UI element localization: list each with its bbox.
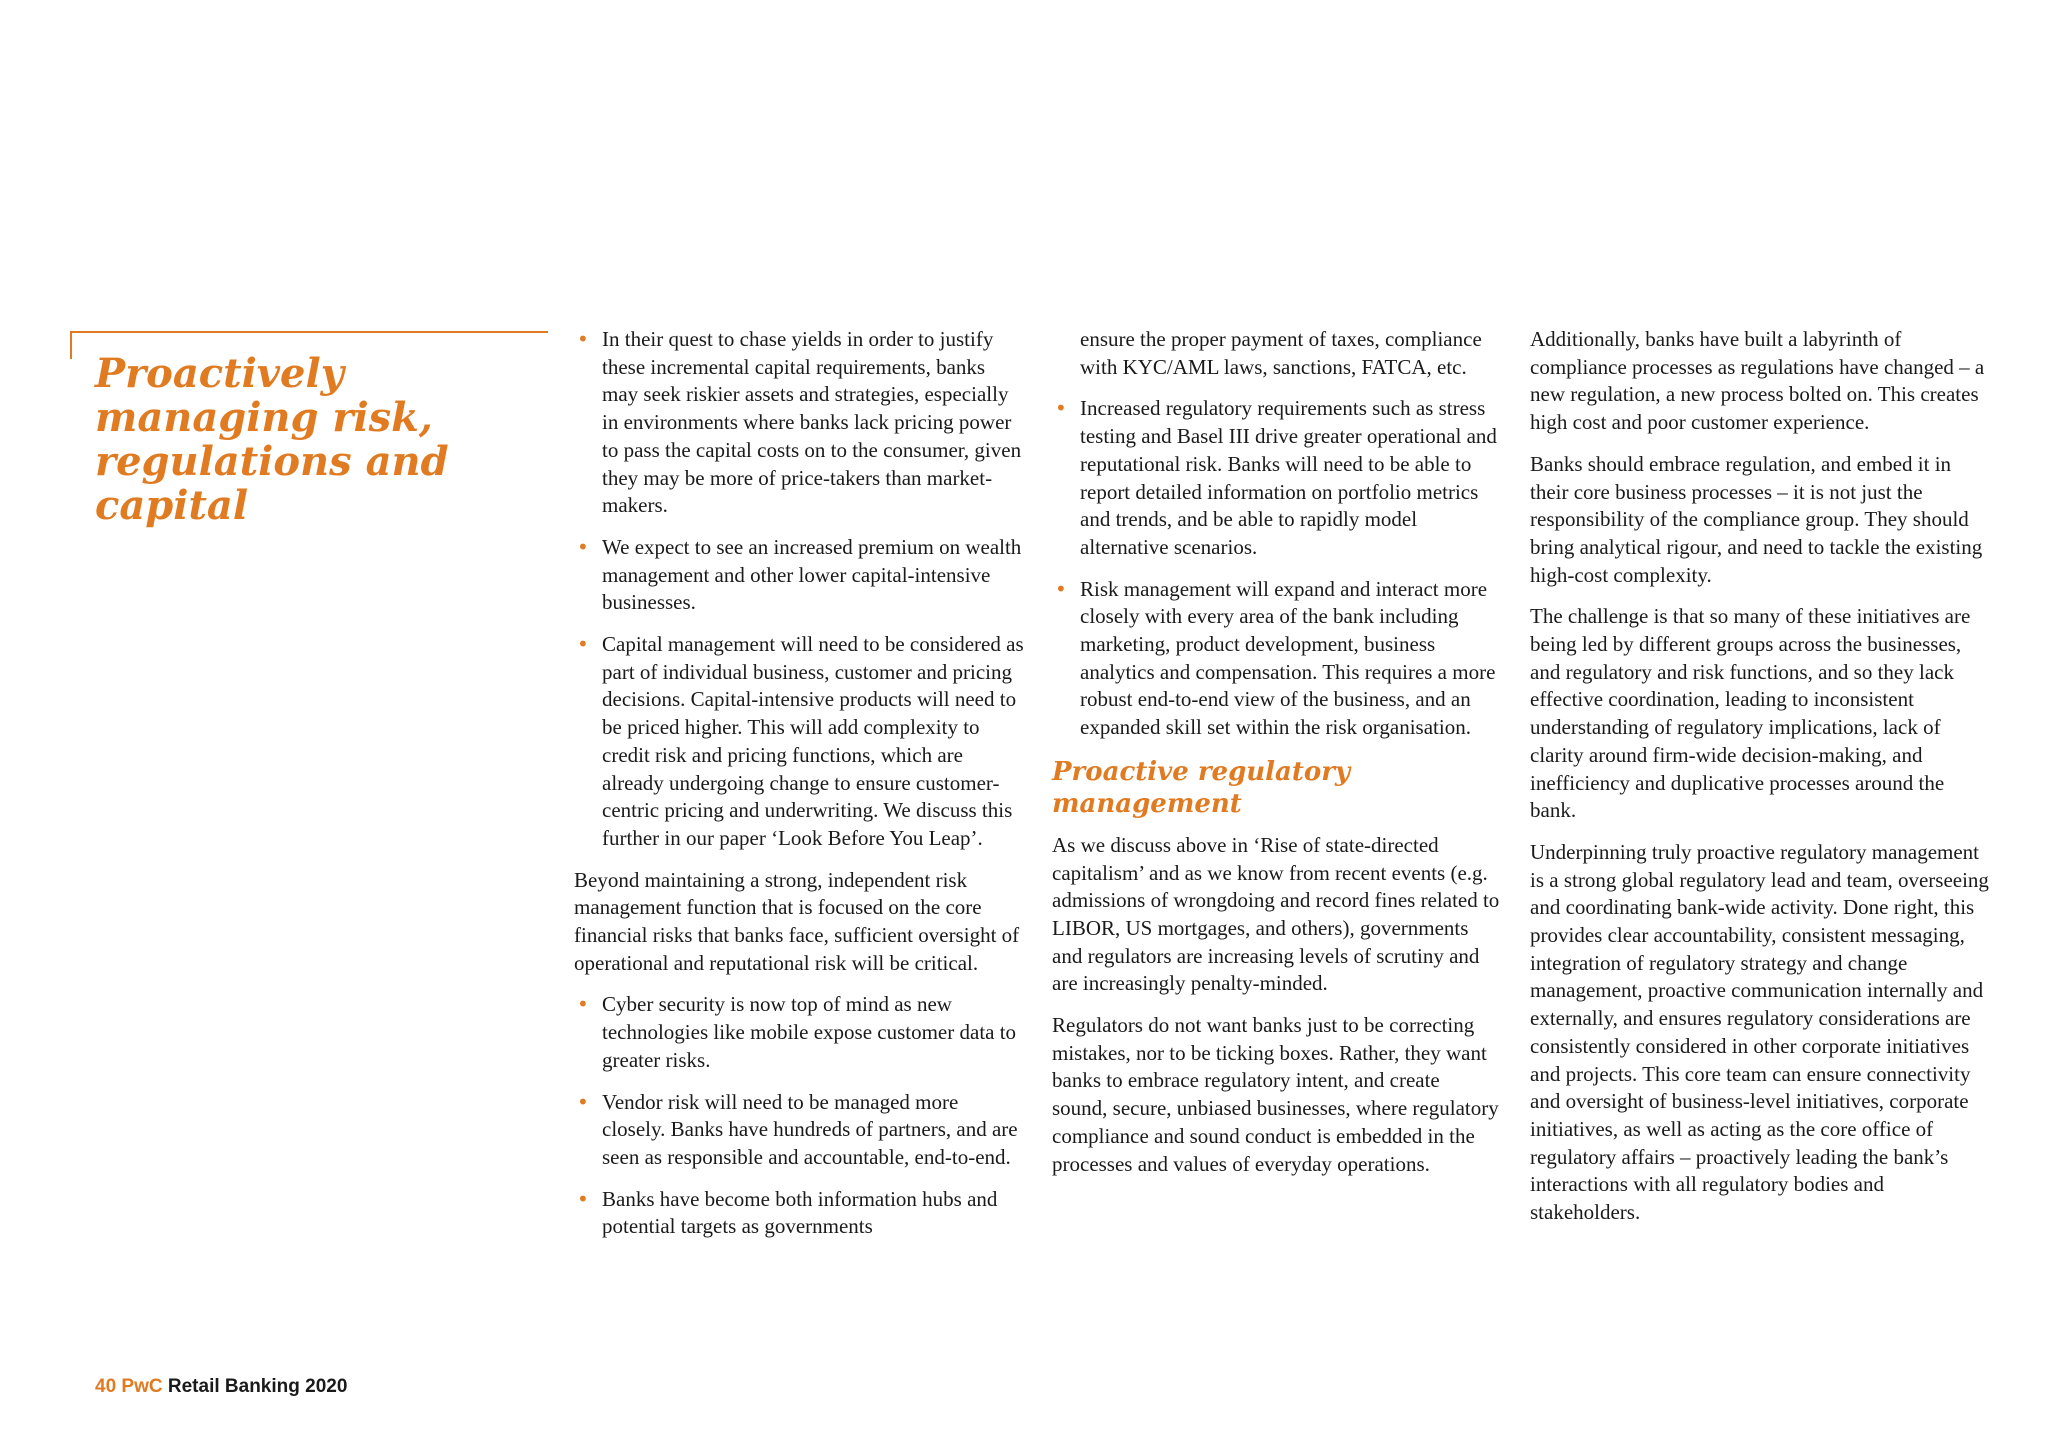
bullet-icon: • — [577, 534, 589, 559]
bullet-icon: • — [1055, 576, 1067, 601]
bullet-icon: • — [577, 632, 589, 657]
section-heading: Proactively managing risk, regulations and capital — [95, 350, 449, 529]
body-paragraph: Underpinning truly proactive regulatory management is a strong global regulatory lead and team, overseeing and coordinating bank-wide activity. Done right, this provides clear accountability, consistent messaging, integration of regulatory strategy and change management, proactive communication internally and externally, and ensures regulatory considerations are consistently considered in other corporate initiatives and projects. This core team can ensure connectivity and oversight of business-level initiatives, corporate initiatives, as well as acting as the core office of regulatory affairs – proactively leading the bank’s interactions with all regulatory bodies and stakeholders. — [1530, 839, 1989, 1225]
bullet-icon: • — [1055, 396, 1067, 421]
bullet-list — [574, 326, 1024, 853]
text-column-1 — [574, 326, 1024, 1255]
bullet-item: • In their quest to chase yields in order to justify these incremental capital requirements, banks may seek riskier assets and strategies, especially in environments where banks lack pricing power to pass the capital costs on to the consumer, given they may be more of price-takers than market-makers. — [577, 327, 1022, 518]
bullet-item: • Banks have become both information hubs and potential targets as governments — [577, 1186, 998, 1239]
body-paragraph: Banks should embrace regulation, and embed it in their core business processes – it is not just the responsibility of the compliance group. They should bring analytical rigour, and need to tackle the existing high-cost complexity. — [1530, 451, 1983, 587]
text-column-3 — [1530, 326, 1990, 1241]
bullet-item: • Vendor risk will need to be managed more closely. Banks have hundreds of partners, and are seen as responsible and accountable, end-to-end. — [577, 1089, 1018, 1169]
bullet-item: • Risk management will expand and interact more closely with every area of the bank including marketing, product development, business analytics and compensation. This requires a more robust end-to-end view of the business, and an expanded skill set within the risk organisation. — [1055, 576, 1496, 740]
bullet-item: • Increased regulatory requirements such as stress testing and Basel III drive greater operational and reputational risk. Banks will need to be able to report detailed information on portfolio metrics and trends, and be able to rapidly model alternative scenarios. — [1055, 396, 1497, 559]
body-paragraph: Beyond maintaining a strong, independent risk management function that is focused on the core financial risks that banks face, sufficient oversight of operational and reputational risk will be critical. — [574, 867, 1020, 975]
body-paragraph: The challenge is that so many of these initiatives are being led by different groups across the businesses, and regulatory and risk functions, and so they lack effective coordination, leading to inconsistent understanding of regulatory implications, lack of clarity around firm-wide decision-making, and inefficiency and duplicative processes around the bank. — [1530, 604, 1971, 823]
bullet-list — [1052, 395, 1500, 741]
bullet-continuation: ensure the proper payment of taxes, compliance with KYC/AML laws, sanctions, FATCA, etc. — [1080, 327, 1482, 379]
bullet-icon: • — [577, 992, 589, 1017]
page-number: 40 — [95, 1376, 117, 1397]
bullet-list — [574, 991, 1024, 1241]
body-paragraph: Additionally, banks have built a labyrinth of compliance processes as regulations have changed – a new regulation, a new process bolted on. This creates high cost and poor customer experience. — [1530, 327, 1985, 435]
bullet-icon: • — [577, 1089, 589, 1114]
body-paragraph: Regulators do not want banks just to be correcting mistakes, nor to be ticking boxes. Rather, they want banks to embrace regulatory intent, and create sound, secure, unbiased businesses, where regulatory compliance and sound conduct is embedded in the processes and values of everyday operations. — [1052, 1013, 1499, 1176]
brand-name: PwC — [121, 1376, 163, 1397]
body-paragraph: As we discuss above in ‘Rise of state-directed capitalism’ and as we know from recent events (e.g. admissions of wrongdoing and record fines related to LIBOR, US mortgages, and others), governments and regulators are increasing levels of scrutiny and are increasingly penalty-minded. — [1052, 832, 1500, 996]
bullet-icon: • — [577, 1186, 589, 1211]
bullet-icon: • — [577, 327, 589, 351]
page-footer — [95, 1376, 347, 1398]
subsection-heading: Proactive regulatory management — [1052, 756, 1351, 819]
publication-title: Retail Banking 2020 — [167, 1376, 348, 1397]
text-column-2 — [1052, 326, 1500, 1192]
bullet-item: • Cyber security is now top of mind as new technologies like mobile expose customer data to greater risks. — [577, 992, 1017, 1072]
bullet-item: • Capital management will need to be considered as part of individual business, customer and pricing decisions. Capital-intensive products will need to be priced higher. This will add complexity to credit risk and pricing functions, which are already undergoing change to ensure customer-centric pricing and underwriting. We discuss this further in our paper ‘Look Before You Leap’. — [577, 632, 1024, 850]
bullet-item: • We expect to see an increased premium on wealth management and other lower capital-intensive businesses. — [577, 534, 1022, 615]
